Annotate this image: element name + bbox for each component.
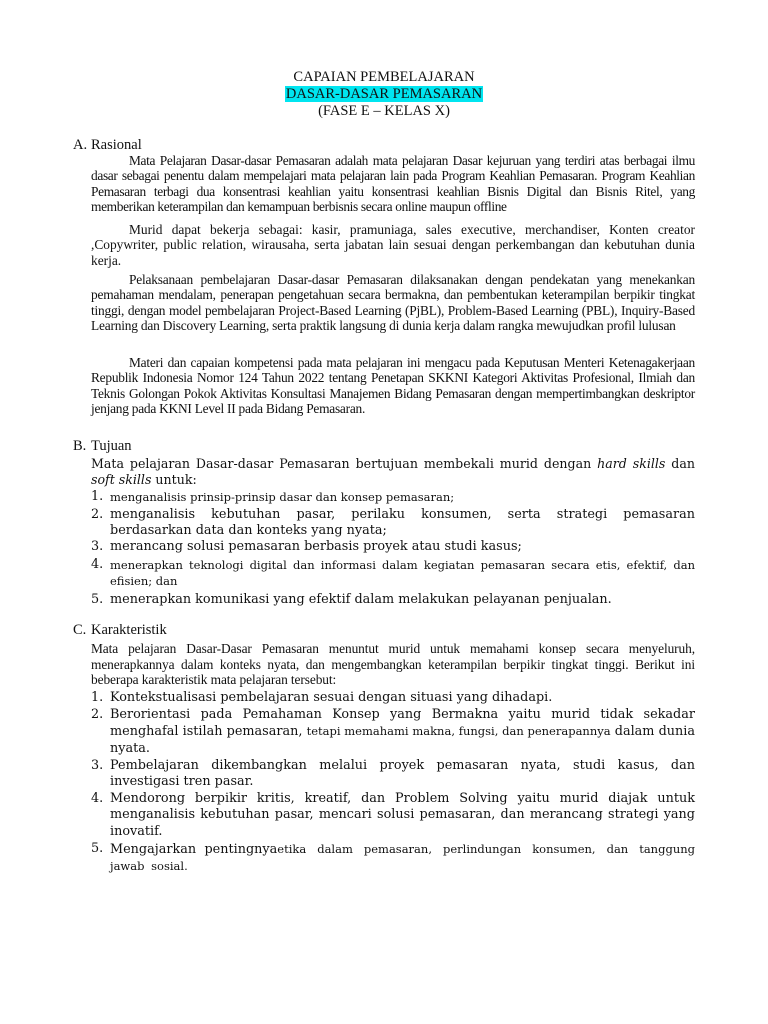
list-item-text: Mengajarkan pentingnya (110, 841, 278, 857)
list-item-text: Berorientasi pada Pemahaman Konsep yang Bermakna yaitu murid tidak sekadar menghafal istilah pemasaran, (110, 707, 695, 740)
rasional-paragraph-1: Mata Pelajaran Dasar-dasar Pemasaran adalah mata pelajaran Dasar kejuruan yang terdiri atas berbagai ilmu dasar sebagai penentu dalam mempelajari mata pelajaran lain pada Program Keahlian Pemasaran. Program Keahlian Pemasaran terbagi dua konsentrasi keahlian yaitu konsentrasi keahlian Bisnis Digital dan Bisnis Ritel, yang memberikan keterampilan dan kemampuan berbisnis secara online maupun offline (91, 153, 695, 215)
karakteristik-intro: Mata pelajaran Dasar-Dasar Pemasaran menuntut murid untuk memahami konsep secara menyeluruh, menerapkannya dalam konteks nyata, dan mengembangkan keterampilan berpikir tingkat tinggi. Berikut ini beberapa karakteristik mata pelajaran tersebut: (91, 641, 695, 687)
section-b-heading (73, 438, 132, 455)
list-item-text: menganalisis prinsip-prinsip dasar dan konsep pemasaran; (110, 490, 455, 504)
list-number: 3. (91, 539, 104, 554)
list-item (91, 707, 695, 757)
doc-title-line3: (FASE E – KELAS X) (318, 103, 450, 119)
section-a-heading (73, 137, 142, 154)
section-c-heading (73, 622, 167, 639)
highlighted-title: DASAR-DASAR PEMASARAN (285, 86, 483, 102)
list-item-text: menerapkan teknologi digital dan informasi dalam kegiatan pemasaran secara etis, efektif, dan efisien; dan (110, 558, 695, 588)
soft-skills-emphasis: soft skills (91, 472, 152, 487)
list-item (91, 758, 695, 790)
tujuan-intro (91, 456, 695, 488)
section-a-title: Rasional (91, 137, 142, 153)
list-item (91, 489, 695, 505)
list-item-text: Mendorong berpikir kritis, kreatif, dan Problem Solving yaitu murid diajak untuk menganalisis kebutuhan pasar, mencari solusi pemasaran, dan merancang strategi yang inovatif. (110, 791, 695, 839)
list-item-text-end: dalam dunia nyata. (110, 724, 695, 756)
section-a-letter: A. (73, 137, 88, 153)
doc-title-line2 (0, 86, 768, 103)
list-item (91, 690, 695, 706)
list-item-text: menerapkan komunikasi yang efektif dalam melakukan pelayanan penjualan. (110, 592, 612, 607)
section-c-title: Karakteristik (91, 622, 167, 638)
list-item (91, 507, 695, 539)
list-number: 4. (91, 557, 104, 572)
section-b-letter: B. (73, 438, 87, 454)
list-item-text: menganalisis kebutuhan pasar, perilaku konsumen, serta strategi pemasaran berdasarkan data dan konteks yang nyata; (110, 507, 695, 538)
list-item-text: Pembelajaran dikembangkan melalui proyek pemasaran nyata, studi kasus, dan investigasi tren pasar. (110, 757, 695, 790)
list-number: 1. (91, 489, 104, 504)
hard-skills-emphasis: hard skills (597, 456, 666, 471)
tujuan-intro-connector: dan (665, 456, 695, 471)
list-number: 3. (91, 757, 104, 773)
list-number: 2. (91, 707, 104, 723)
doc-title-line1: CAPAIAN PEMBELAJARAN (293, 69, 475, 85)
list-number: 1. (91, 690, 104, 705)
rasional-paragraph-3: Pelaksanaan pembelajaran Dasar-dasar Pemasaran dilaksanakan dengan pendekatan yang menekankan pemahaman mendalam, penerapan pengetahuan secara bermakna, dan pembentukan keterampilan berpikir tingkat tinggi, dengan model pembelajaran Project-Based Learning (PjBL), Problem-Based Learning (PBL), Inquiry-Based Learning dan Discovery Learning, serta praktik langsung di dunia kerja dalam rangka mewujudkan profil lulusan (91, 272, 695, 334)
list-number: 2. (91, 507, 104, 522)
tujuan-list (91, 489, 695, 608)
list-item-text: merancang solusi pemasaran berbasis proyek atau studi kasus; (110, 539, 522, 554)
list-item-text-small: tetapi memahami makna, fungsi, dan penerapannya (306, 724, 611, 739)
list-item (91, 539, 695, 555)
tujuan-intro-text: Mata pelajaran Dasar-dasar Pemasaran bertujuan membekali murid dengan (91, 456, 598, 471)
list-item-text: Kontekstualisasi pembelajaran sesuai dengan situasi yang dihadapi. (110, 690, 553, 705)
list-number: 4. (91, 791, 104, 807)
list-item (91, 592, 695, 608)
rasional-paragraph-4: Materi dan capaian kompetensi pada mata pelajaran ini mengacu pada Keputusan Menteri Ketenagakerjaan Republik Indonesia Nomor 124 Tahun 2022 tentang Penetapan SKKNI Kategori Aktivitas Profesional, Ilmiah dan Teknis Golongan Pokok Aktivitas Konsultasi Manajemen Bidang Pemasaran dengan mempertimbangkan deskriptor jenjang pada KKNI Level II pada Bidang Pemasaran. (91, 355, 695, 417)
rasional-paragraph-2: Murid dapat bekerja sebagai: kasir, pramuniaga, sales executive, merchandiser, Konten creator ,Copywriter, public relation, wirausaha, serta jabatan lain sesuai dengan perkembangan dan kebutuhan dunia kerja. (91, 222, 695, 268)
tujuan-intro-end: untuk: (151, 472, 197, 487)
list-item-text-small: etika dalam pemasaran, perlindungan konsumen, dan tanggung jawab sosial. (110, 841, 695, 874)
list-item (91, 791, 695, 840)
karakteristik-list (91, 690, 695, 875)
list-item (91, 557, 695, 589)
section-b-title: Tujuan (91, 438, 132, 454)
section-c-letter: C. (73, 622, 87, 638)
list-item (91, 841, 695, 875)
list-number: 5. (91, 592, 104, 607)
list-number: 5. (91, 840, 104, 856)
